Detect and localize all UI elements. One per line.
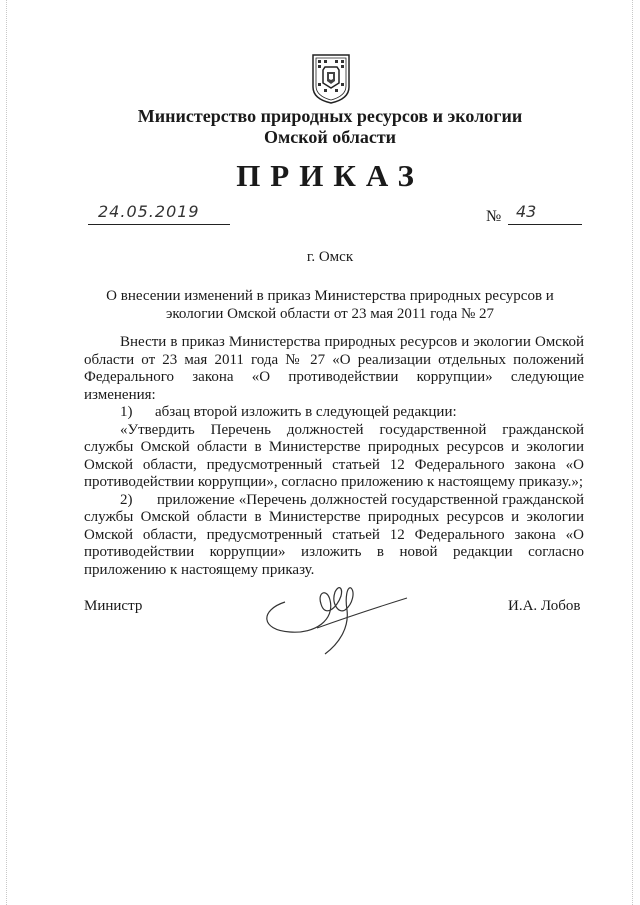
order-body <box>84 334 584 579</box>
body-item-1: 1) абзац второй изложить в следующей редакции: <box>120 404 457 420</box>
number-label: № <box>486 208 502 225</box>
body-quote: «Утвердить Перечень должностей государственной гражданской службы Омской области в Министерстве природных ресурсов и экологии Омской области, предусмотренный статьей 12 Федерального закона «О противодействии коррупции», согласно приложению к настоящему приказу.»; <box>84 421 584 490</box>
handwritten-number: 43 <box>516 202 537 221</box>
signer-name: И.А. Лобов <box>508 598 581 614</box>
scan-edge-right <box>632 0 633 905</box>
city-line: г. Омск <box>306 249 354 265</box>
handwritten-date: 24.05.2019 <box>98 202 200 221</box>
handwritten-signature <box>255 570 415 660</box>
order-subject: О внесении изменений в приказ Министерства природных ресурсов и экологии Омской области от 23 мая 2011 года № 27 <box>106 288 554 322</box>
signer-title: Министр <box>84 598 143 614</box>
body-item-2: 2) приложение «Перечень должностей государственной гражданской службы Омской области в Министерстве природных ресурсов и экологии Омской области, предусмотренный статьей 12 Федерального закона «О противодействии коррупции» изложить в новой редакции согласно приложению к настоящему приказу. <box>84 491 584 578</box>
scan-edge-left <box>6 0 7 905</box>
ministry-name-line2: Омской области <box>263 127 397 147</box>
body-intro: Внести в приказ Министерства природных ресурсов и экологии Омской области от 23 мая 2011 года № 27 «О реализации отдельных положений Федерального закона «О противодействии коррупции» следующие изменения: <box>84 334 584 403</box>
ministry-name-line1: Министерство природных ресурсов и экологии <box>137 106 523 126</box>
document-type-title: ПРИКАЗ <box>236 158 424 193</box>
omsk-coat-of-arms-icon <box>311 53 351 105</box>
